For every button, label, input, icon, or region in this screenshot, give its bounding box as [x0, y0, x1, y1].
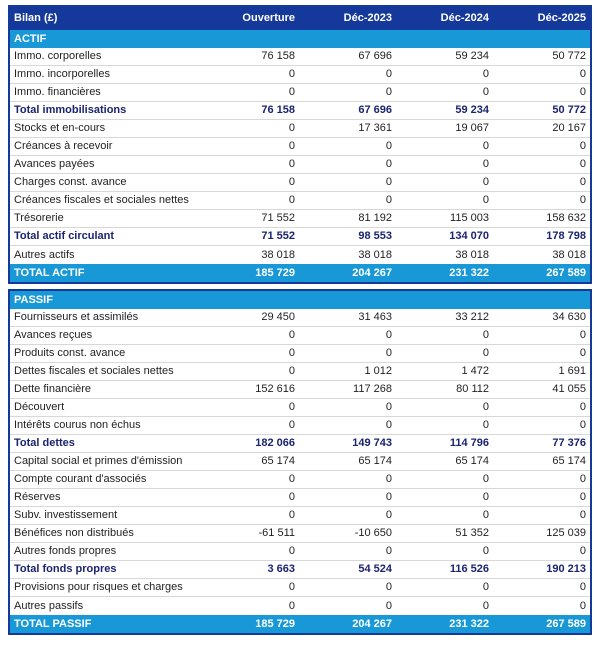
row-label: Produits const. avance — [14, 347, 126, 359]
cell-value: 41 055 — [552, 383, 586, 395]
cell-value: 0 — [482, 140, 489, 152]
cell-value: 0 — [579, 68, 586, 80]
cell-value: 0 — [482, 599, 489, 612]
row-label: Avances payées — [14, 158, 95, 170]
table-row — [10, 417, 590, 435]
actif-table-block — [8, 5, 592, 284]
cell-value: 134 070 — [449, 230, 489, 242]
cell-value: 0 — [579, 194, 586, 206]
cell-value: 115 003 — [450, 212, 489, 224]
row-label: Autres fonds propres — [14, 545, 117, 557]
table-header-row — [10, 7, 590, 30]
table-row — [10, 381, 590, 399]
table-row — [10, 435, 590, 453]
total-actif-value: 185 729 — [255, 267, 295, 279]
cell-value: 0 — [579, 599, 586, 612]
cell-value: 65 174 — [261, 455, 295, 467]
cell-value: 59 234 — [455, 104, 489, 116]
total-actif-value: 267 589 — [546, 267, 586, 279]
table-row — [10, 345, 590, 363]
cell-value: 0 — [579, 86, 586, 98]
cell-value: 98 553 — [358, 230, 392, 242]
cell-value: 0 — [482, 545, 489, 557]
row-label: Charges const. avance — [14, 176, 127, 188]
cell-value: 0 — [288, 599, 295, 612]
cell-value: 67 696 — [358, 104, 392, 116]
actif-rows — [10, 48, 590, 264]
cell-value: 0 — [579, 545, 586, 557]
cell-value: 67 696 — [358, 50, 392, 62]
cell-value: 114 796 — [449, 437, 489, 449]
cell-value: 0 — [288, 491, 295, 503]
cell-value: 0 — [288, 347, 295, 359]
total-passif-row — [10, 615, 590, 633]
cell-value: 0 — [482, 194, 489, 206]
cell-value: 0 — [385, 599, 392, 612]
row-label: Réserves — [14, 491, 61, 503]
table-row — [10, 471, 590, 489]
row-label: Créances à recevoir — [14, 140, 113, 152]
table-row — [10, 174, 590, 192]
cell-value: 0 — [385, 347, 392, 359]
table-row — [10, 138, 590, 156]
cell-value: -10 650 — [354, 527, 392, 539]
cell-value: 38 018 — [358, 248, 392, 261]
total-passif-value: 204 267 — [352, 618, 392, 630]
cell-value: 38 018 — [552, 248, 586, 261]
table-row — [10, 102, 590, 120]
row-label: Immo. corporelles — [14, 50, 102, 62]
cell-value: 0 — [482, 509, 489, 521]
cell-value: -61 511 — [258, 527, 295, 539]
passif-table-block — [8, 289, 592, 635]
cell-value: 20 167 — [552, 122, 586, 134]
cell-value: 76 158 — [261, 104, 295, 116]
table-row — [10, 525, 590, 543]
row-label: Trésorerie — [14, 212, 64, 224]
row-label: Total actif circulant — [14, 230, 115, 242]
cell-value: 0 — [385, 509, 392, 521]
cell-value: 0 — [385, 194, 392, 206]
row-label: Capital social et primes d'émission — [14, 455, 183, 467]
table-row — [10, 399, 590, 417]
total-actif-value: 204 267 — [352, 267, 392, 279]
table-row — [10, 363, 590, 381]
cell-value: 71 552 — [261, 230, 295, 242]
cell-value: 117 268 — [353, 383, 392, 395]
section-header-passif: PASSIF — [10, 291, 590, 309]
row-label: Stocks et en-cours — [14, 122, 106, 134]
row-label: Créances fiscales et sociales nettes — [14, 194, 189, 206]
table-title: Bilan (£) — [14, 12, 58, 24]
total-passif-value: 231 322 — [449, 618, 489, 630]
table-row — [10, 309, 590, 327]
table-row — [10, 228, 590, 246]
cell-value: 1 012 — [364, 365, 392, 377]
table-row — [10, 561, 590, 579]
row-label: Fournisseurs et assimilés — [14, 311, 139, 323]
cell-value: 0 — [288, 329, 295, 341]
cell-value: 0 — [579, 473, 586, 485]
cell-value: 33 212 — [455, 311, 489, 323]
cell-value: 0 — [288, 176, 295, 188]
cell-value: 19 067 — [455, 122, 489, 134]
cell-value: 0 — [579, 419, 586, 431]
row-label: Provisions pour risques et charges — [14, 581, 183, 593]
cell-value: 0 — [385, 419, 392, 431]
cell-value: 77 376 — [552, 437, 586, 449]
cell-value: 65 174 — [552, 455, 586, 467]
row-label: Dette financière — [14, 383, 92, 395]
cell-value: 0 — [482, 329, 489, 341]
cell-value: 125 039 — [546, 527, 586, 539]
cell-value: 34 630 — [552, 311, 586, 323]
cell-value: 0 — [579, 509, 586, 521]
table-row — [10, 453, 590, 471]
row-label: Immo. financières — [14, 86, 101, 98]
cell-value: 38 018 — [455, 248, 489, 261]
row-label: Avances reçues — [14, 329, 93, 341]
cell-value: 0 — [385, 140, 392, 152]
table-row — [10, 543, 590, 561]
table-row — [10, 48, 590, 66]
table-row — [10, 327, 590, 345]
cell-value: 0 — [482, 491, 489, 503]
cell-value: 54 524 — [358, 563, 392, 575]
cell-value: 116 526 — [449, 563, 489, 575]
row-label: Autres passifs — [14, 599, 84, 612]
cell-value: 1 691 — [558, 365, 586, 377]
cell-value: 17 361 — [358, 122, 392, 134]
cell-value: 0 — [385, 329, 392, 341]
cell-value: 149 743 — [352, 437, 392, 449]
row-label: Compte courant d'associés — [14, 473, 147, 485]
cell-value: 31 463 — [358, 311, 392, 323]
cell-value: 190 213 — [546, 563, 586, 575]
row-label: Immo. incorporelles — [14, 68, 110, 80]
cell-value: 0 — [385, 86, 392, 98]
cell-value: 0 — [288, 158, 295, 170]
cell-value: 0 — [288, 68, 295, 80]
cell-value: 51 352 — [455, 527, 489, 539]
column-header-dec-2024: Déc-2024 — [440, 12, 489, 24]
cell-value: 0 — [482, 68, 489, 80]
total-actif-label: TOTAL ACTIF — [14, 267, 85, 279]
cell-value: 0 — [288, 545, 295, 557]
column-header-dec-2025: Déc-2025 — [537, 12, 586, 24]
cell-value: 76 158 — [261, 50, 295, 62]
cell-value: 152 616 — [255, 383, 295, 395]
cell-value: 0 — [288, 401, 295, 413]
passif-rows — [10, 309, 590, 615]
total-actif-value: 231 322 — [449, 267, 489, 279]
cell-value: 50 772 — [552, 104, 586, 116]
table-row — [10, 507, 590, 525]
table-row — [10, 66, 590, 84]
row-label: Subv. investissement — [14, 509, 118, 521]
table-row — [10, 210, 590, 228]
cell-value: 0 — [288, 509, 295, 521]
cell-value: 0 — [385, 545, 392, 557]
table-row — [10, 84, 590, 102]
total-passif-value: 185 729 — [255, 618, 295, 630]
cell-value: 0 — [482, 347, 489, 359]
cell-value: 182 066 — [255, 437, 295, 449]
cell-value: 3 663 — [267, 563, 295, 575]
cell-value: 0 — [288, 365, 295, 377]
cell-value: 0 — [385, 473, 392, 485]
cell-value: 0 — [579, 347, 586, 359]
cell-value: 0 — [288, 419, 295, 431]
cell-value: 0 — [579, 491, 586, 503]
cell-value: 0 — [482, 581, 489, 593]
cell-value: 0 — [579, 401, 586, 413]
cell-value: 50 772 — [552, 50, 586, 62]
row-label: Dettes fiscales et sociales nettes — [14, 365, 174, 377]
section-header-actif: ACTIF — [10, 30, 590, 48]
cell-value: 0 — [288, 581, 295, 593]
cell-value: 0 — [288, 86, 295, 98]
table-row — [10, 120, 590, 138]
cell-value: 71 552 — [261, 212, 295, 224]
cell-value: 81 192 — [358, 212, 392, 224]
cell-value: 38 018 — [261, 248, 295, 261]
table-row — [10, 579, 590, 597]
cell-value: 0 — [288, 194, 295, 206]
cell-value: 1 472 — [461, 365, 489, 377]
cell-value: 0 — [579, 158, 586, 170]
column-header-ouverture: Ouverture — [242, 12, 295, 24]
cell-value: 0 — [482, 401, 489, 413]
cell-value: 0 — [385, 176, 392, 188]
table-row — [10, 489, 590, 507]
cell-value: 0 — [385, 401, 392, 413]
row-label: Autres actifs — [14, 248, 75, 261]
table-row — [10, 246, 590, 264]
total-passif-label: TOTAL PASSIF — [14, 618, 92, 630]
cell-value: 0 — [579, 581, 586, 593]
cell-value: 65 174 — [358, 455, 392, 467]
cell-value: 0 — [385, 491, 392, 503]
cell-value: 0 — [482, 473, 489, 485]
total-passif-value: 267 589 — [546, 618, 586, 630]
cell-value: 0 — [385, 158, 392, 170]
row-label: Total fonds propres — [14, 563, 117, 575]
cell-value: 0 — [288, 473, 295, 485]
cell-value: 0 — [482, 158, 489, 170]
cell-value: 0 — [579, 140, 586, 152]
cell-value: 65 174 — [455, 455, 489, 467]
cell-value: 0 — [482, 176, 489, 188]
cell-value: 0 — [579, 329, 586, 341]
row-label: Total dettes — [14, 437, 75, 449]
column-header-dec-2023: Déc-2023 — [343, 12, 392, 24]
cell-value: 59 234 — [455, 50, 489, 62]
cell-value: 29 450 — [261, 311, 295, 323]
cell-value: 0 — [482, 419, 489, 431]
cell-value: 0 — [579, 176, 586, 188]
cell-value: 0 — [482, 86, 489, 98]
table-row — [10, 597, 590, 615]
row-label: Découvert — [14, 401, 65, 413]
total-actif-row — [10, 264, 590, 282]
row-label: Intérêts courus non échus — [14, 419, 141, 431]
table-row — [10, 192, 590, 210]
cell-value: 178 798 — [546, 230, 586, 242]
cell-value: 158 632 — [546, 212, 586, 224]
row-label: Bénéfices non distribués — [14, 527, 134, 539]
cell-value: 0 — [385, 581, 392, 593]
row-label: Total immobilisations — [14, 104, 127, 116]
table-row — [10, 156, 590, 174]
cell-value: 0 — [288, 122, 295, 134]
cell-value: 0 — [385, 68, 392, 80]
cell-value: 80 112 — [456, 383, 489, 395]
cell-value: 0 — [288, 140, 295, 152]
